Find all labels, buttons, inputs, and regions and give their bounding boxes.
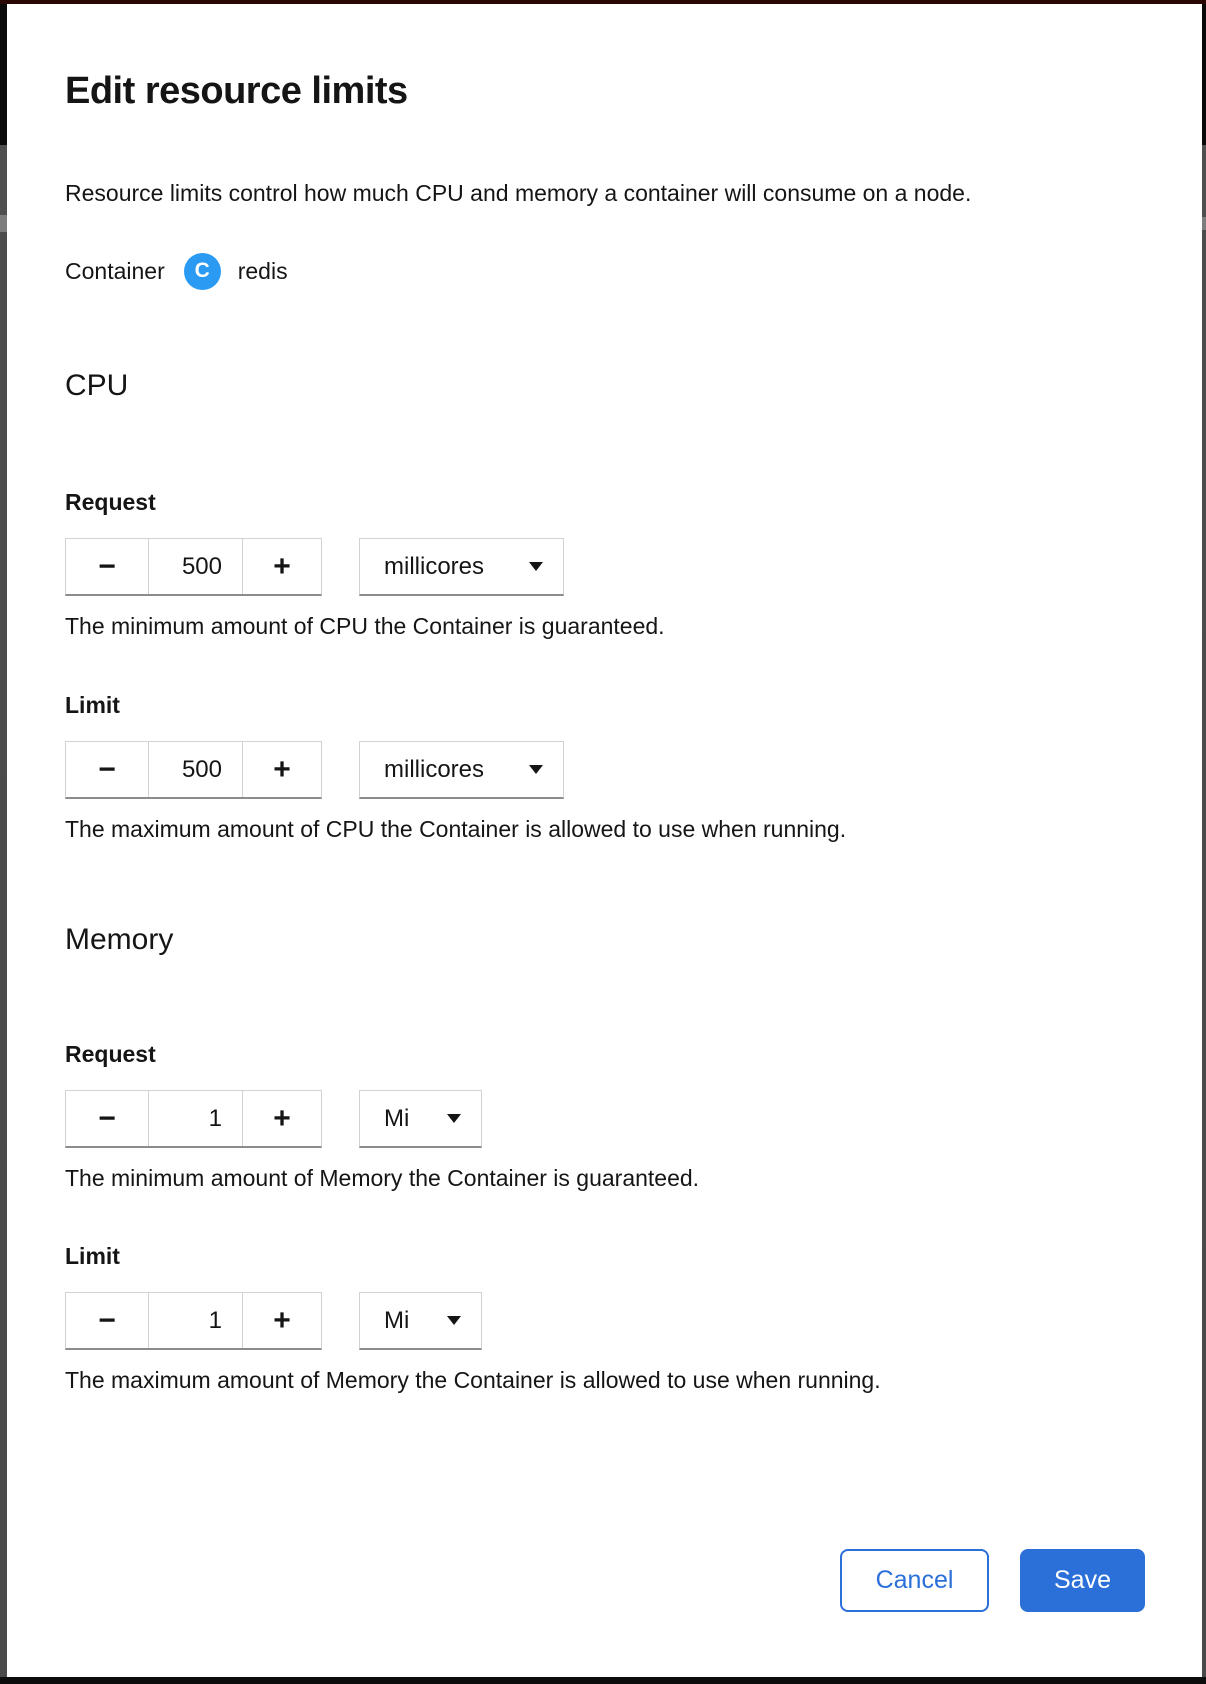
section-heading-cpu: CPU [65, 369, 129, 402]
minus-icon: − [98, 1303, 116, 1337]
cpu-limit-minus-button[interactable] [66, 742, 148, 797]
plus-icon: + [273, 549, 291, 583]
cpu-limit-controls [65, 741, 1145, 799]
memory-request-minus-button[interactable] [66, 1091, 148, 1146]
minus-icon: − [98, 1101, 116, 1135]
memory-limit-plus-button[interactable] [242, 1293, 321, 1348]
cpu-request-minus-button[interactable] [66, 539, 148, 594]
cpu-limit-help-text: The maximum amount of CPU the Container is allowed to use when running. [65, 816, 847, 842]
memory-request-plus-button[interactable] [242, 1091, 321, 1146]
dimmed-page-bottom-edge [0, 1677, 1206, 1684]
save-button[interactable]: Save [1020, 1549, 1145, 1612]
memory-request-stepper [65, 1090, 322, 1148]
memory-limit-label: Limit [65, 1243, 120, 1269]
memory-limit-controls [65, 1292, 1145, 1350]
memory-limit-help-text: The maximum amount of Memory the Container is allowed to use when running. [65, 1367, 881, 1393]
cpu-request-controls [65, 538, 1145, 596]
plus-icon: + [273, 1101, 291, 1135]
cpu-request-stepper [65, 538, 322, 596]
cpu-request-help-text: The minimum amount of CPU the Container is guaranteed. [65, 613, 665, 639]
cpu-request-plus-button[interactable] [242, 539, 321, 594]
memory-request-label: Request [65, 1041, 156, 1067]
cpu-request-unit-value: millicores [384, 552, 485, 580]
section-heading-memory: Memory [65, 923, 174, 956]
memory-request-unit-dropdown[interactable] [359, 1090, 482, 1148]
memory-request-controls [65, 1090, 1145, 1148]
container-name: redis [237, 257, 288, 284]
cpu-request-unit-dropdown[interactable] [359, 538, 564, 596]
plus-icon: + [273, 752, 291, 786]
memory-limit-value-input[interactable] [148, 1293, 242, 1348]
minus-icon: − [98, 752, 116, 786]
memory-request-help-text: The minimum amount of Memory the Container is guaranteed. [65, 1165, 700, 1191]
cpu-limit-value-input[interactable] [148, 742, 242, 797]
dimmed-page-left-edge [0, 0, 7, 1684]
caret-down-icon [529, 562, 543, 571]
caret-down-icon [447, 1114, 461, 1123]
memory-request-value-input[interactable] [148, 1091, 242, 1146]
memory-limit-stepper [65, 1292, 322, 1350]
modal-title: Edit resource limits [65, 70, 408, 112]
memory-limit-unit-value: Mi [384, 1306, 410, 1334]
cpu-request-label: Request [65, 489, 156, 515]
cpu-limit-unit-dropdown[interactable] [359, 741, 564, 799]
modal-description: Resource limits control how much CPU and memory a container will consume on a node. [65, 180, 972, 206]
cpu-limit-plus-button[interactable] [242, 742, 321, 797]
dimmed-page-top-edge [0, 0, 1206, 4]
memory-limit-unit-dropdown[interactable] [359, 1292, 482, 1350]
memory-limit-minus-button[interactable] [66, 1293, 148, 1348]
cpu-limit-stepper [65, 741, 322, 799]
container-row [65, 251, 1145, 291]
dimmed-page-right-edge [1202, 0, 1206, 1684]
cpu-request-value-input[interactable] [148, 539, 242, 594]
minus-icon: − [98, 549, 116, 583]
caret-down-icon [529, 765, 543, 774]
cpu-limit-label: Limit [65, 692, 120, 718]
container-badge-icon: C [184, 253, 221, 290]
container-label: Container [65, 257, 165, 284]
plus-icon: + [273, 1303, 291, 1337]
cpu-limit-unit-value: millicores [384, 755, 485, 783]
caret-down-icon [447, 1316, 461, 1325]
modal-footer [65, 1549, 1145, 1612]
memory-request-unit-value: Mi [384, 1104, 410, 1132]
cancel-button[interactable]: Cancel [840, 1549, 989, 1612]
edit-resource-limits-modal [7, 4, 1202, 1677]
